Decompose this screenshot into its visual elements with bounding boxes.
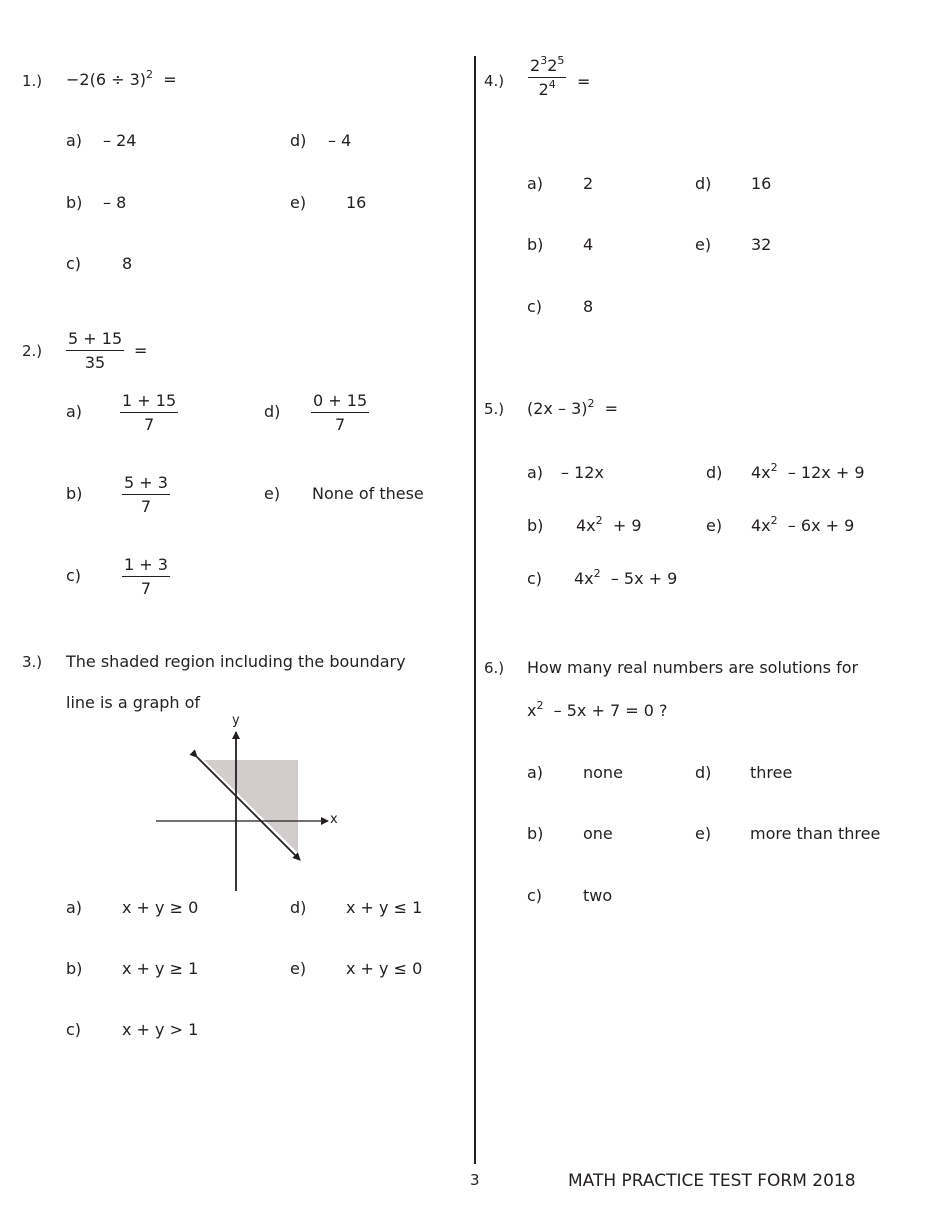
q6-choice-d: three <box>750 763 793 782</box>
q4-choice-d-letter: d) <box>695 174 712 193</box>
q5-choice-a-letter: a) <box>527 463 544 482</box>
footer-title: MATH PRACTICE TEST FORM 2018 <box>568 1171 856 1191</box>
q6-choice-a: none <box>583 763 623 782</box>
x-axis-label: x <box>330 812 338 827</box>
q3-choice-b-letter: b) <box>66 959 83 978</box>
q1-choice-a-letter: a) <box>66 131 83 150</box>
q5-choice-b: $4x^2 + 9$ <box>576 513 642 535</box>
q1-choice-e-letter: e) <box>290 193 307 212</box>
q4-choice-a: 2 <box>583 174 594 193</box>
question-3-text-line-1: The shaded region including the boundary <box>66 652 406 671</box>
q5-choice-e: $4x^2 - 6x + 9$ <box>751 513 855 535</box>
y-axis-label: y <box>232 713 240 728</box>
question-5-number: 5.) <box>484 400 505 418</box>
q2-choice-b: $\frac{5 + 3}{7}$ <box>124 473 168 516</box>
shaded-region <box>204 760 298 853</box>
q3-choice-d-letter: d) <box>290 898 307 917</box>
question-3-number: 3.) <box>22 653 43 671</box>
q4-choice-d: 16 <box>751 174 772 193</box>
q4-choice-e: 32 <box>751 235 772 254</box>
question-4-number: 4.) <box>484 72 505 90</box>
q3-choice-c-letter: c) <box>66 1020 82 1039</box>
q2-choice-d-letter: d) <box>264 402 281 421</box>
q3-choice-b: x + y ≥ 1 <box>122 959 199 978</box>
q4-choice-b-letter: b) <box>527 235 544 254</box>
question-6-text-line-2: $x^2 - 5x + 7 = 0$ ? <box>527 698 668 720</box>
q4-choice-c: 8 <box>583 297 594 316</box>
page-number: 3 <box>470 1171 480 1189</box>
q1-choice-b: – 8 <box>103 193 127 212</box>
q4-choice-a-letter: a) <box>527 174 544 193</box>
q2-choice-a-letter: a) <box>66 402 83 421</box>
q1-choice-b-letter: b) <box>66 193 83 212</box>
q1-choice-d-letter: d) <box>290 131 307 150</box>
q6-choice-b: one <box>583 824 613 843</box>
q2-choice-d: $\frac{0 + 15}{7}$ <box>313 391 368 434</box>
q5-choice-a: – 12x <box>561 463 604 482</box>
q6-choice-c-letter: c) <box>527 886 543 905</box>
q5-choice-c-letter: c) <box>527 569 543 588</box>
q2-choice-c: $\frac{1 + 3}{7}$ <box>124 555 168 598</box>
q1-choice-c-letter: c) <box>66 254 82 273</box>
question-2-number: 2.) <box>22 342 43 360</box>
q4-choice-c-letter: c) <box>527 297 543 316</box>
q5-choice-d-letter: d) <box>706 463 723 482</box>
q2-choice-b-letter: b) <box>66 484 83 503</box>
q6-choice-b-letter: b) <box>527 824 544 843</box>
q6-choice-a-letter: a) <box>527 763 544 782</box>
q6-choice-c: two <box>583 886 613 905</box>
q5-choice-b-letter: b) <box>527 516 544 535</box>
q1-choice-a: – 24 <box>103 131 137 150</box>
question-2-fraction: $\frac{5 + 15}{35}$ <box>68 329 123 372</box>
q2-choice-c-letter: c) <box>66 566 82 585</box>
question-6-text-line-1: How many real numbers are solutions for <box>527 658 859 677</box>
q3-choice-a: x + y ≥ 0 <box>122 898 199 917</box>
question-6-number: 6.) <box>484 659 505 677</box>
question-5-expression: (2x – 3)$^2$ = <box>527 396 619 418</box>
question-1-number: 1.) <box>22 72 43 90</box>
q3-choice-d: x + y ≤ 1 <box>346 898 423 917</box>
q4-choice-b: 4 <box>583 235 594 254</box>
q2-choice-e-letter: e) <box>264 484 281 503</box>
q6-choice-e-letter: e) <box>695 824 712 843</box>
q3-graph <box>152 710 352 896</box>
q6-choice-e: more than three <box>750 824 881 843</box>
q1-choice-d: – 4 <box>328 131 352 150</box>
q2-choice-e: None of these <box>312 484 424 503</box>
question-2-equals: = <box>134 341 148 360</box>
q3-choice-c: x + y > 1 <box>122 1020 199 1039</box>
question-1-expression: $-2(6 \div 3)^2$ = <box>66 67 177 89</box>
q3-choice-a-letter: a) <box>66 898 83 917</box>
q1-choice-c: 8 <box>122 254 133 273</box>
q5-choice-e-letter: e) <box>706 516 723 535</box>
q3-choice-e-letter: e) <box>290 959 307 978</box>
q3-choice-e: x + y ≤ 0 <box>346 959 423 978</box>
q2-choice-a: $\frac{1 + 15}{7}$ <box>122 391 177 434</box>
q5-choice-c: $4x^2 - 5x + 9$ <box>574 566 678 588</box>
q6-choice-d-letter: d) <box>695 763 712 782</box>
question-4-equals: = <box>577 72 591 91</box>
column-divider <box>474 56 476 1164</box>
question-3-text-line-2: line is a graph of <box>66 693 201 712</box>
q1-choice-e: 16 <box>346 193 367 212</box>
question-4-fraction: $\frac{2^32^5}{2^4}$ <box>530 53 565 99</box>
q5-choice-d: $4x^2 - 12x + 9$ <box>751 460 865 482</box>
q4-choice-e-letter: e) <box>695 235 712 254</box>
